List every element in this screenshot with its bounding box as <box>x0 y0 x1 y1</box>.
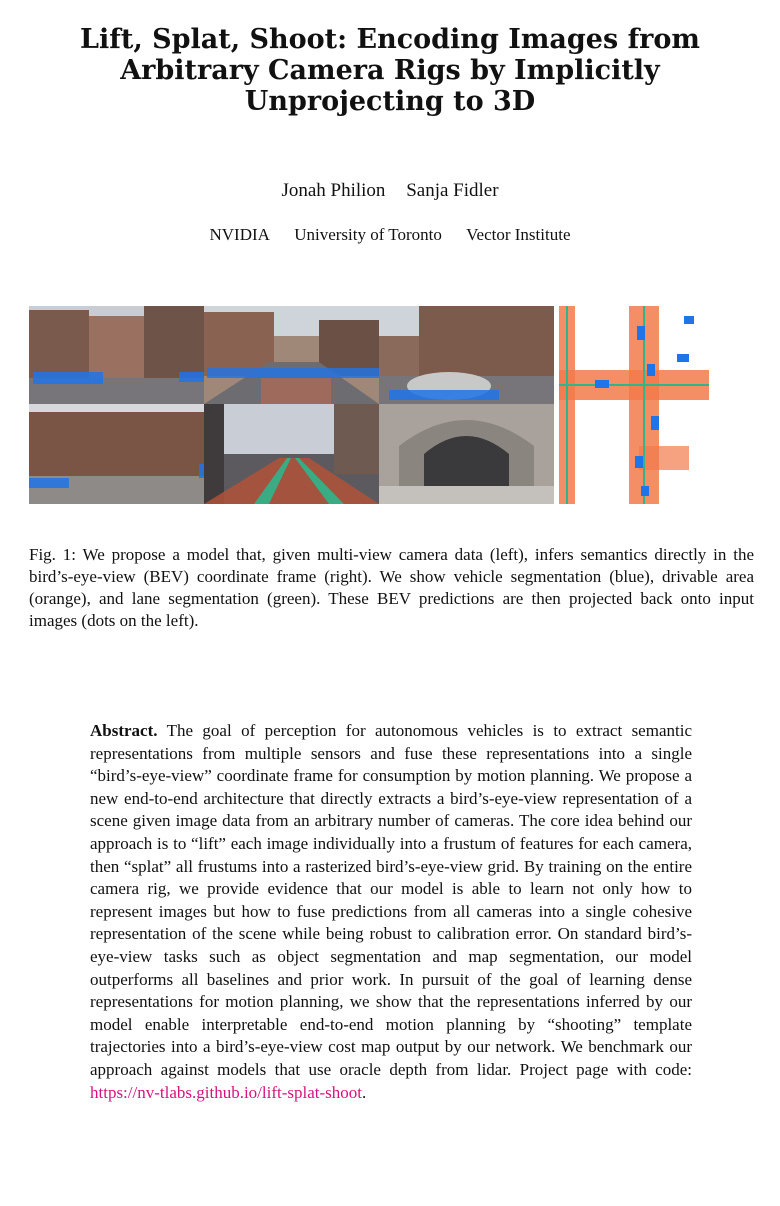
abstract-trailing: . <box>362 1082 367 1102</box>
affiliation: NVIDIA <box>209 225 270 244</box>
author-name: Sanja Fidler <box>406 180 499 201</box>
author-list <box>0 180 780 202</box>
project-page-link[interactable]: https://nv-tlabs.github.io/lift-splat-shoot <box>90 1082 362 1102</box>
abstract-label: Abstract. <box>90 721 158 740</box>
affiliation: University of Toronto <box>294 225 442 244</box>
camera-view-front <box>204 306 379 404</box>
figure-1 <box>29 306 722 504</box>
title-line-2: Arbitrary Camera Rigs by Implicitly <box>120 55 660 86</box>
camera-view-front-right <box>379 306 554 404</box>
figure-image <box>29 306 722 504</box>
figure-caption: Fig. 1: We propose a model that, given multi-view camera data (left), infers semantics directly in the bird’s-eye-view (BEV) coordinate frame (right). We show vehicle segmentation (blue), drivable area (orange), and lane segmentation (green). These BEV predictions are then projected back onto input images (dots on the left). <box>29 545 754 630</box>
author-name: Jonah Philion <box>281 180 386 201</box>
abstract-text: The goal of perception for autonomous vehicles is to extract semantic representations from multiple sensors and fuse these representations into a single “bird’s-eye-view” coordinate frame for consumption by motion planning. We propose a new end-to-end architecture that directly extracts a bird’s-eye-view representation of a scene given image data from an arbitrary number of cameras. The core idea behind our approach is to “lift” each image individually into a frustum of features for each camera, then “splat” all frustums into a rasterized bird’s-eye-view grid. By training on the entire camera rig, we provide evidence that our model is able to learn not only how to represent images but how to fuse predictions from all cameras into a single cohesive representation of the scene while being robust to calibration error. On standard bird’s-eye-view tasks such as object segmentation and map segmentation, our model outperforms all baselines and prior work. In pursuit of the goal of learning dense representations for motion planning, we show that the representations inferred by our model enable interpretable end-to-end motion planning by “shooting” template trajectories into a bird’s-eye-view cost map output by our network. We benchmark our approach against models that use oracle depth from lidar. Project page with code: <box>90 721 692 1079</box>
title-line-1: Lift, Splat, Shoot: Encoding Images from <box>80 24 700 55</box>
affiliation-list <box>0 225 780 245</box>
title-line-3: Unprojecting to 3D <box>244 86 536 117</box>
camera-view-front-left <box>29 306 204 404</box>
paper-title <box>60 24 720 117</box>
camera-view-back <box>204 404 379 504</box>
abstract <box>90 720 692 1104</box>
affiliation: Vector Institute <box>466 225 571 244</box>
camera-view-back-right <box>379 404 554 504</box>
camera-view-back-left <box>29 404 204 504</box>
bev-prediction-map <box>554 306 722 504</box>
